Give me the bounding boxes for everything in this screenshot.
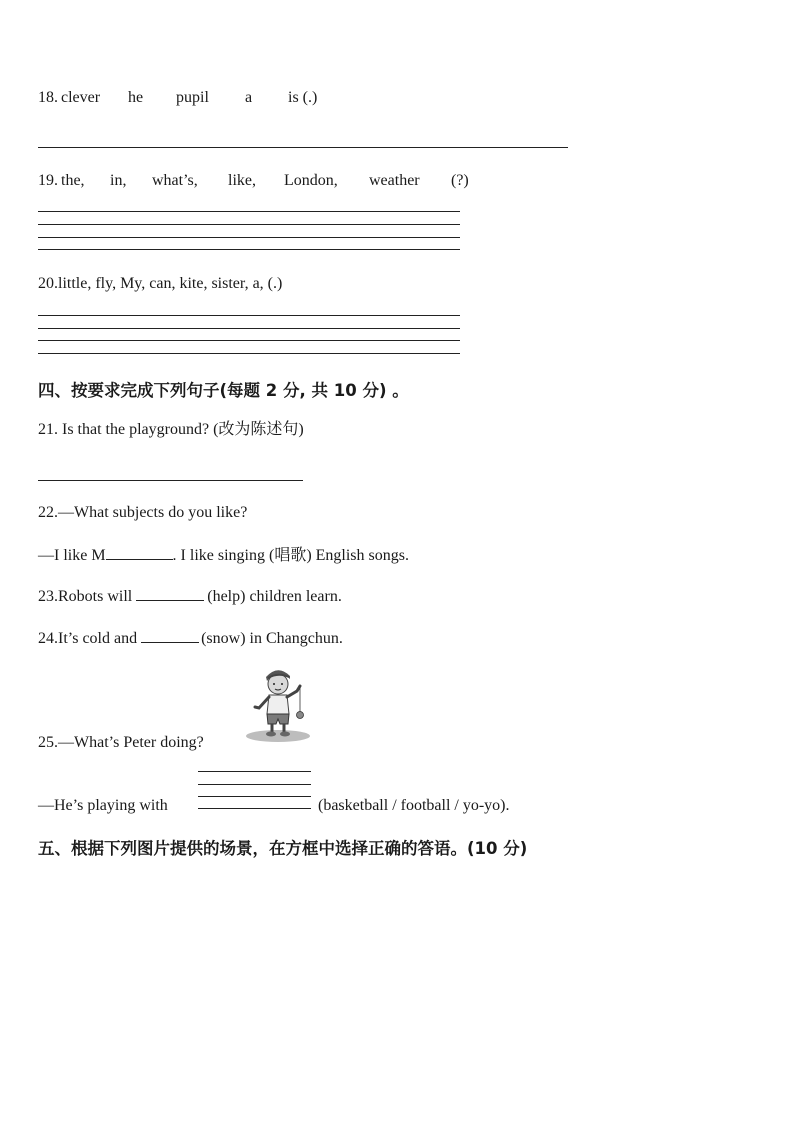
answer-line[interactable] <box>38 237 460 238</box>
question-18 <box>38 88 578 108</box>
question-22: 22.—What subjects do you like? <box>38 504 248 521</box>
answer-line[interactable] <box>38 147 568 148</box>
word-tile: London, <box>284 172 338 189</box>
word-tile: weather <box>369 172 420 189</box>
question-24 <box>38 628 343 649</box>
question-19 <box>38 171 498 191</box>
question-23 <box>38 586 342 607</box>
word-tile: what’s, <box>152 172 198 189</box>
question-prefix: 23.Robots will <box>38 588 137 605</box>
answer-line[interactable] <box>198 808 311 809</box>
answer-line[interactable] <box>38 211 460 212</box>
answer-line[interactable] <box>38 249 460 250</box>
answer-suffix: . I like singing (唱歌) English songs. <box>172 547 409 564</box>
word-tile: pupil <box>176 89 209 106</box>
answer-line[interactable] <box>198 796 311 797</box>
word-tile: (?) <box>451 172 469 189</box>
fill-blank[interactable] <box>136 586 204 601</box>
question-21: 21. Is that the playground? (改为陈述句) <box>38 421 304 438</box>
question-prefix: 24.It’s cold and <box>38 630 142 647</box>
answer-prefix: —I like M <box>38 547 106 564</box>
word-tile: he <box>128 89 144 106</box>
answer-line[interactable] <box>38 315 460 316</box>
fill-blank[interactable] <box>141 628 199 643</box>
question-25-answer-options: (basketball / football / yo-yo). <box>318 797 510 814</box>
answer-line[interactable] <box>38 340 460 341</box>
word-tile: a <box>245 89 253 106</box>
word-tile: like, <box>228 172 256 189</box>
answer-line[interactable] <box>198 771 311 772</box>
boy-yoyo-illustration <box>244 664 314 748</box>
section-heading: 五、根据下列图片提供的场景，在方框中选择正确的答语。(10 分) <box>38 839 528 858</box>
question-22-answer <box>38 545 409 566</box>
answer-line[interactable] <box>38 353 460 354</box>
question-number: 19. <box>38 172 58 189</box>
answer-line[interactable] <box>38 480 303 481</box>
word-tile: in, <box>110 172 127 189</box>
question-suffix: (help) children learn. <box>207 588 342 605</box>
word-tile: the, <box>61 172 85 189</box>
question-suffix: (snow) in Changchun. <box>201 630 343 647</box>
question-25: 25.—What’s Peter doing? <box>38 734 204 751</box>
question-number: 18. <box>38 89 58 106</box>
word-tile: clever <box>61 89 101 106</box>
section-heading: 四、按要求完成下列句子(每题 2 分, 共 10 分) 。 <box>38 381 409 400</box>
question-25-answer-prefix: —He’s playing with <box>38 797 168 814</box>
question-20: 20.little, fly, My, can, kite, sister, a, (.) <box>38 275 283 292</box>
word-tile: is (.) <box>288 89 318 106</box>
answer-line[interactable] <box>38 224 460 225</box>
answer-line[interactable] <box>38 328 460 329</box>
answer-line[interactable] <box>198 784 311 785</box>
fill-blank[interactable] <box>106 545 173 560</box>
